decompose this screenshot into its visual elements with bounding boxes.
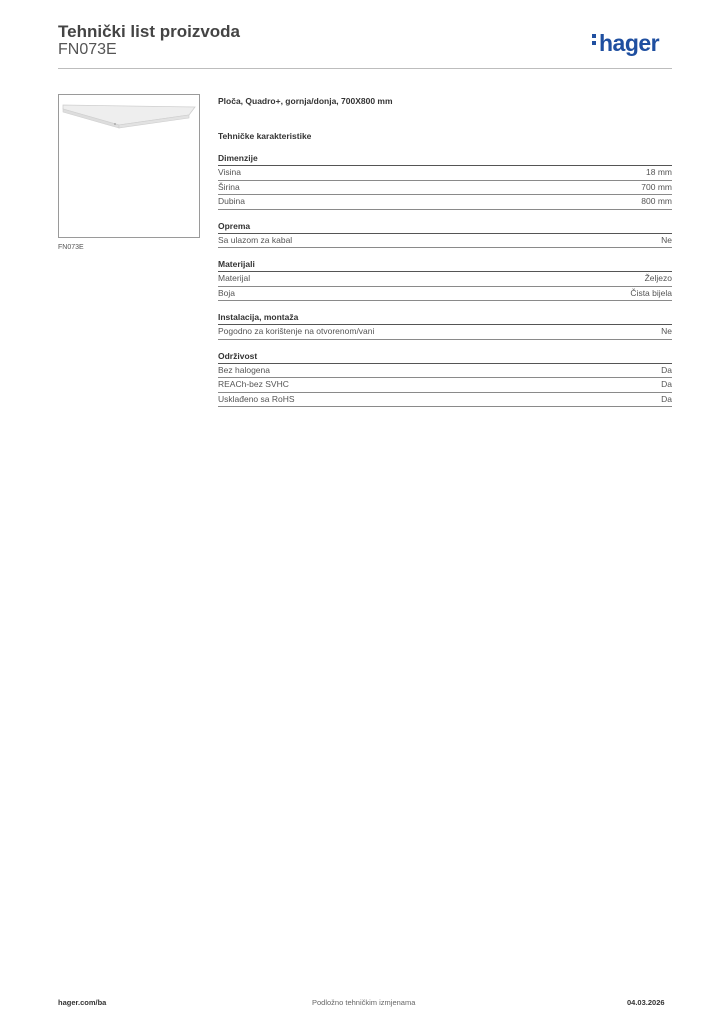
- panel-plate-image: [59, 95, 199, 237]
- spec-label: Sa ulazom za kabal: [218, 234, 293, 245]
- spec-label: Usklađeno sa RoHS: [218, 393, 295, 404]
- tech-heading: Tehničke karakteristike: [218, 131, 312, 141]
- spec-label: Visina: [218, 167, 241, 177]
- group-title: Materijali: [218, 259, 672, 272]
- spec-row: [218, 272, 672, 287]
- spec-group: [218, 351, 672, 408]
- spec-value: 18 mm: [646, 167, 672, 177]
- spec-groups: [218, 153, 672, 407]
- spec-row: [218, 393, 672, 408]
- spec-value: 700 mm: [641, 181, 672, 192]
- spec-label: REACh-bez SVHC: [218, 379, 289, 389]
- spec-row: [218, 166, 672, 181]
- spec-value: Ne: [661, 234, 672, 245]
- spec-row: [218, 234, 672, 249]
- spec-content: [218, 96, 672, 418]
- logo-dots-icon: [592, 34, 597, 48]
- group-title: Održivost: [218, 351, 672, 364]
- group-title: Dimenzije: [218, 153, 672, 166]
- spec-value: Da: [661, 393, 672, 404]
- product-code: FN073E: [58, 41, 117, 58]
- spec-value: 800 mm: [641, 196, 672, 206]
- footer-notice: Podložno tehničkim izmjenama: [312, 998, 416, 1007]
- product-name: Ploča, Quadro+, gornja/donja, 700X800 mm: [218, 96, 393, 106]
- spec-label: Pogodno za korištenje na otvorenom/vani: [218, 326, 375, 336]
- product-image-frame: [58, 94, 200, 238]
- spec-label: Boja: [218, 287, 236, 298]
- header-divider: [58, 68, 672, 69]
- spec-label: Dubina: [218, 196, 245, 206]
- group-title: Oprema: [218, 221, 672, 234]
- spec-group: [218, 153, 672, 210]
- spec-value: Željezo: [644, 273, 672, 283]
- spec-label: Bez halogena: [218, 364, 270, 375]
- spec-group: [218, 312, 672, 340]
- spec-row: [218, 181, 672, 196]
- spec-value: Ne: [661, 326, 672, 336]
- page-title: Tehnički list proizvoda: [58, 22, 240, 41]
- spec-label: Širina: [218, 181, 240, 192]
- spec-group: [218, 221, 672, 249]
- footer-website[interactable]: hager.com/ba: [58, 998, 107, 1007]
- spec-row: [218, 325, 672, 340]
- spec-row: [218, 287, 672, 302]
- spec-group: [218, 259, 672, 301]
- group-title: Instalacija, montaža: [218, 312, 672, 325]
- spec-row: [218, 195, 672, 210]
- logo-text: hager: [599, 30, 660, 56]
- spec-row: [218, 378, 672, 393]
- spec-value: Da: [661, 379, 672, 389]
- image-caption: FN073E: [58, 244, 84, 251]
- spec-row: [218, 364, 672, 379]
- spec-value: Da: [661, 364, 672, 375]
- spec-label: Materijal: [218, 273, 251, 283]
- spec-value: Čista bijela: [630, 287, 672, 298]
- footer-date: 04.03.2026: [627, 998, 665, 1007]
- hager-logo: [592, 30, 659, 57]
